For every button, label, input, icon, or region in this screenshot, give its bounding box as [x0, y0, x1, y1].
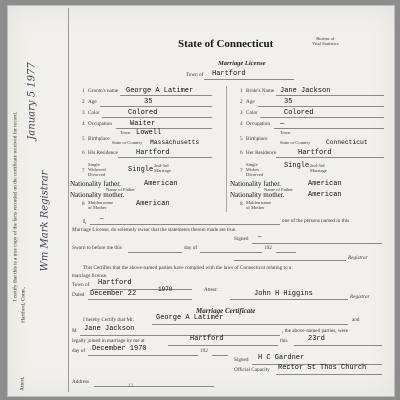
groom-name-line — [120, 95, 212, 96]
groom-town-sub: Town — [120, 130, 131, 135]
cert-signed-value: H C Gardner — [258, 354, 305, 362]
bride-n6: 6 — [240, 150, 243, 156]
bride-occupation: — — [280, 120, 285, 128]
attest-text: Attest, — [19, 376, 26, 392]
bride-single: Single — [246, 162, 258, 167]
marriage-cert-title: Marriage Certificate — [196, 307, 256, 315]
bride-nat-mother-label: Nationality mother. — [230, 191, 285, 199]
oath-blank: — — [100, 215, 104, 222]
license-town-value: Hartford — [98, 279, 132, 287]
cert-above-named: , the above-named parties, were — [282, 328, 348, 334]
bride-residence-line — [276, 157, 384, 158]
hartford-conn-label — [21, 287, 27, 323]
bride-marriage-sub: 2nd-3rd Marriage — [310, 163, 327, 173]
cert-year-line — [212, 355, 228, 356]
license-attest-label: Attest: — [204, 287, 218, 293]
groom-status-options — [88, 163, 106, 177]
bride-occupation-line — [274, 128, 384, 129]
license-dated-label: Dated — [72, 292, 85, 298]
bride-occupation-label: Occupation — [246, 121, 270, 127]
bride-age-label: Age — [246, 99, 255, 105]
bride-n5: 5 — [240, 136, 243, 142]
bride-residence-label: Her Residence — [246, 150, 277, 156]
bureau-line-2: Vital Statistics — [312, 40, 339, 46]
cert-groom-name: George A Latimer — [156, 314, 224, 322]
oath-registrar-line — [234, 260, 346, 261]
groom-divorced: Divorced — [88, 171, 106, 177]
groom-residence-label: His Residence — [88, 150, 118, 156]
oath-name-line — [90, 224, 280, 225]
cert-mr-label: M — [72, 328, 77, 334]
cert-place-value: Hartford — [190, 335, 224, 343]
license-attest-value: John H Higgins — [254, 290, 313, 298]
bride-n3: 3 — [240, 110, 243, 116]
groom-color-line — [102, 117, 212, 118]
license-date-value: December 22 — [90, 290, 137, 298]
town-label-text: Town of — [186, 72, 204, 78]
margin-attest-signature — [40, 171, 50, 272]
groom-color: Colored — [128, 109, 158, 117]
groom-single: Single — [88, 162, 100, 167]
groom-maiden-text: Maiden name — [88, 200, 114, 205]
date-written-text: January 5 1977 — [26, 62, 38, 140]
attest-signature-text: Wm Mark Registrar — [39, 170, 51, 272]
cert-day-of-label: day of — [72, 348, 86, 354]
groom-n6: 6 — [82, 150, 85, 156]
oath-signed-value: — — [258, 233, 262, 240]
groom-occupation-label: Occupation — [88, 121, 112, 127]
town-value-text: Hartford — [212, 70, 246, 78]
subtitle — [218, 61, 265, 68]
bride-age: 35 — [284, 98, 293, 106]
bride-of-mother: of Mother — [246, 204, 265, 210]
groom-widowed: Widowed — [88, 166, 106, 172]
groom-age-line — [100, 106, 212, 107]
bride-residence: Hartford — [298, 149, 332, 157]
license-cert-line1: This Certifies that the above-named parties have complied with the laws of Connecticut relating to a — [83, 265, 292, 271]
bride-divorced: Divorced — [246, 171, 264, 177]
sworn-day-of-label: day of — [184, 245, 198, 251]
bride-name-line — [276, 95, 384, 96]
bride-status-options — [246, 163, 263, 177]
groom-n4: 4 — [82, 121, 85, 127]
bride-town-sub: Town — [280, 130, 291, 135]
bride-n2: 2 — [240, 99, 243, 105]
bride-n1: 1 — [240, 88, 243, 94]
bride-name-label: Bride's Name — [246, 88, 275, 94]
groom-maiden-label — [88, 201, 113, 211]
groom-color-label: Color — [88, 110, 100, 116]
cert-day-line — [294, 345, 382, 346]
bride-status: Single — [284, 162, 310, 170]
cert-bride-name: Jane Jackson — [84, 325, 135, 333]
groom-name: George A Latimer — [126, 87, 194, 95]
bride-n8: 8 — [240, 201, 243, 207]
oath-registrar-label: Registrar — [348, 255, 368, 261]
groom-nat-father-label: Nationality father. — [70, 180, 121, 188]
groom-residence: Hartford — [136, 149, 170, 157]
town-value — [212, 71, 246, 78]
bride-color: Colored — [284, 109, 314, 117]
oath-line2: Marriage License, do solemnly swear that the statements therein made are true. — [72, 227, 237, 233]
page-title — [178, 39, 273, 50]
sworn-year-line — [276, 252, 296, 253]
license-town-label: Town of — [72, 282, 90, 288]
bureau-label — [312, 37, 339, 47]
bride-color-line — [260, 117, 384, 118]
groom-occupation: Waiter — [130, 120, 156, 128]
groom-age-label: Age — [88, 99, 97, 105]
sworn-year-prefix: 192 — [264, 245, 272, 251]
license-registrar-label: Registrar — [350, 294, 370, 300]
groom-nat-mother-label: Nationality mother. — [70, 191, 125, 199]
groom-status: Single — [128, 166, 154, 174]
groom-state-sub: State or Country — [112, 140, 143, 145]
bride-state-sub: State or Country — [280, 140, 311, 145]
groom-birthplace-label: Birthplace — [88, 136, 110, 142]
oath-signed-line — [252, 243, 382, 244]
hereby-groom-line — [152, 324, 348, 325]
groom-residence-line — [118, 157, 212, 158]
groom-birthplace-state: Massachusetts — [150, 139, 200, 146]
bride-age-line — [258, 106, 384, 107]
license-cert-line2: marriage license. — [72, 273, 108, 279]
groom-nat-father: American — [144, 180, 178, 188]
column-divider — [226, 86, 227, 212]
hereby-label: I hereby Certify that Mr. — [83, 317, 134, 323]
margin-divider — [68, 8, 69, 392]
groom-n5: 5 — [82, 136, 85, 142]
oath-signed-label: Signed — [234, 236, 249, 242]
town-label — [186, 73, 203, 78]
bride-n7: 7 — [240, 168, 243, 174]
bride-widowed: Widow — [246, 166, 260, 172]
cert-place-line — [168, 345, 278, 346]
groom-name-of-father: Name of Father — [106, 187, 135, 192]
cert-signed-label: Signed — [234, 357, 249, 363]
bride-nat-father-label: Nationality father. — [230, 180, 281, 188]
groom-name-label: Groom's name — [88, 88, 119, 94]
subtitle-text: Marriage License — [218, 60, 266, 67]
cert-day-value: 23rd — [308, 335, 325, 343]
bride-maiden-label — [246, 201, 271, 211]
oath-i-label: I, — [83, 219, 87, 225]
groom-n2: 2 — [82, 99, 85, 105]
bride-maiden-text: Maiden name — [246, 200, 272, 205]
groom-n7: 7 — [82, 168, 85, 174]
cert-address-label: Address — [72, 379, 90, 385]
bride-birthplace-state: Connecticut — [326, 139, 368, 146]
groom-marriage-sub: 2nd-3rd Marriage — [154, 163, 171, 173]
cert-official-label: Official Capacity — [234, 367, 270, 373]
license-attest-line — [230, 299, 348, 300]
cert-month-value: December 1970 — [92, 345, 147, 353]
cert-official-line — [276, 374, 382, 375]
sworn-month-line — [200, 252, 262, 253]
certify-text: I certify that this is a true copy of the facts recorded on the certificate received for record. — [12, 111, 19, 302]
oath-line1-suffix: one of the persons named in this — [282, 218, 350, 224]
groom-n3: 3 — [82, 110, 85, 116]
cert-bride-line — [80, 335, 280, 336]
sworn-day-line — [128, 252, 182, 253]
bride-nat-mother: American — [308, 191, 342, 199]
bride-birthplace-label: Birthplace — [246, 136, 268, 142]
groom-occupation-line — [116, 128, 212, 129]
groom-birthplace-town: Lowell — [136, 129, 162, 137]
bride-n4: 4 — [240, 121, 243, 127]
cert-address-line — [94, 386, 214, 387]
title-text: State of Connecticut — [178, 38, 274, 50]
groom-n8: 8 — [82, 201, 85, 207]
marriage-license-document — [7, 5, 395, 397]
bride-name-of-father: Name of Father — [264, 187, 293, 192]
sworn-label: Sworn to before me this — [72, 245, 122, 251]
bride-nat-father: American — [308, 180, 342, 188]
groom-age: 35 — [144, 98, 153, 106]
town-line — [204, 79, 294, 80]
page-mark: 13 — [128, 384, 133, 389]
groom-of-mother: of Mother — [88, 204, 107, 210]
bureau-line-1: Bureau of — [316, 36, 335, 41]
cert-month-line — [88, 355, 198, 356]
bride-color-label: Color — [246, 110, 258, 116]
cert-year-prefix: 192 — [200, 348, 208, 354]
bride-name: Jane Jackson — [280, 87, 331, 95]
cert-joined-label: legally joined in marriage by me at — [72, 338, 145, 344]
cert-this-label: this — [280, 338, 288, 344]
margin-date-handwritten — [28, 62, 38, 139]
certify-statement — [13, 62, 18, 352]
groom-n1: 1 — [82, 88, 85, 94]
cert-and-label: and — [352, 317, 360, 323]
place-text: Hartford, Conn., — [20, 286, 27, 323]
cert-official-value: Rector St Thos Church — [278, 364, 367, 372]
license-date-year: 1970 — [158, 286, 173, 293]
license-dated-line — [88, 299, 192, 300]
attest-label — [21, 376, 27, 391]
groom-nat-mother: American — [136, 200, 170, 208]
